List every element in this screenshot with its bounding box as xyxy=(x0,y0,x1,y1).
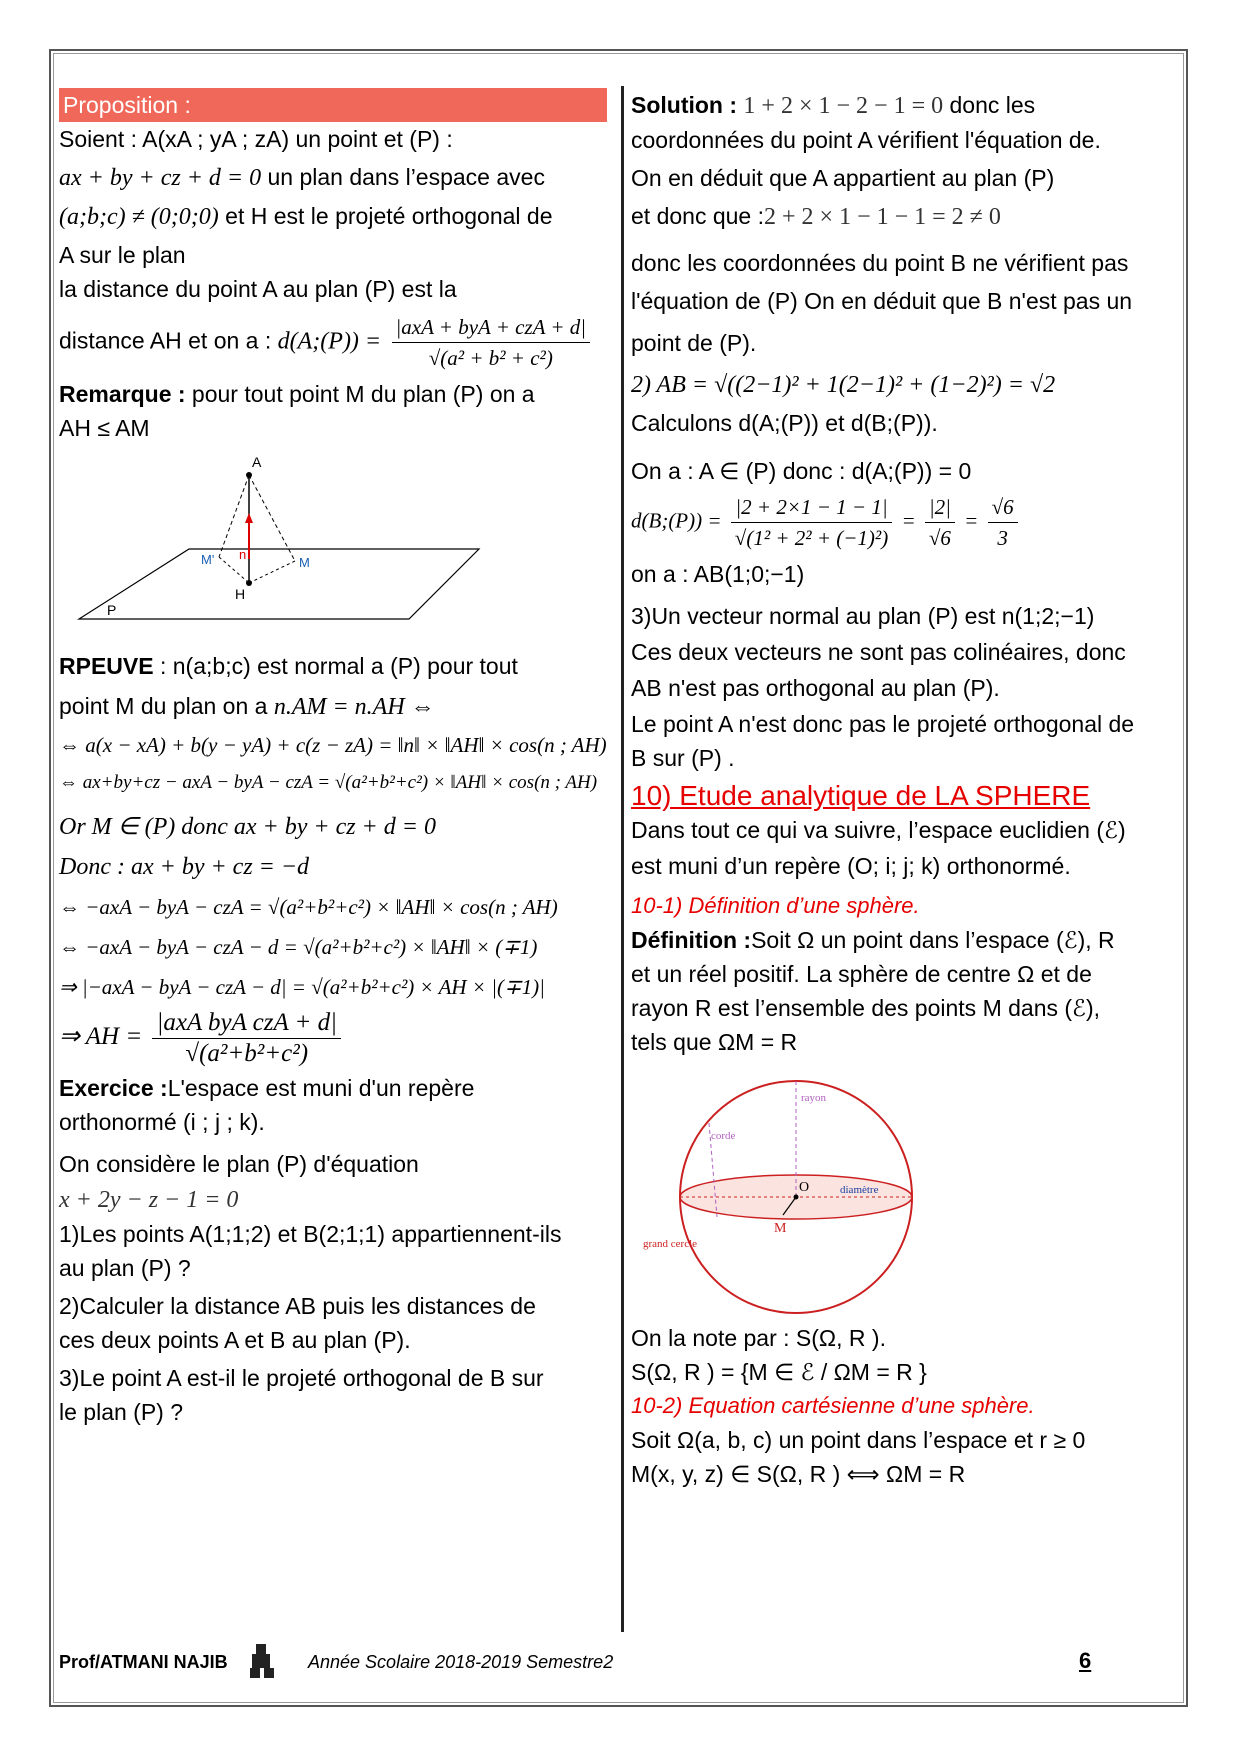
right-column xyxy=(631,88,1183,1491)
ona-line: On a : A ∈ (P) donc : d(A;(P)) = 0 xyxy=(631,458,972,484)
note-line-1: On la note par : S(Ω, R ). xyxy=(631,1325,886,1351)
exercice-line-2: orthonormé (i ; j ; k). xyxy=(59,1109,265,1135)
label-P: P xyxy=(107,602,117,618)
segment-AM xyxy=(249,475,295,561)
label-rayon: rayon xyxy=(801,1092,827,1104)
plan-equation: x + 2y − z − 1 = 0 xyxy=(59,1187,239,1213)
exercice-line-1: Exercice :L'espace est muni d'un repère xyxy=(59,1075,475,1101)
q3-line-2: Ces deux vecteurs ne sont pas colinéaires, donc xyxy=(631,639,1126,665)
proof-or-line: Or M ∈ (P) donc ax + by + cz + d = 0 xyxy=(59,814,436,840)
dB-fraction-3: $\frac{√6}{3}$ xyxy=(988,492,1018,553)
proof-eq-2: ⇔ ax+by+cz − axA − byA − czA = √(a²+b²+c²) × ‖AH‖ × cos(n ; AH) xyxy=(59,772,598,793)
solution-line-1: Solution : 1 + 2 × 1 − 2 − 1 = 0 donc les xyxy=(631,92,1036,119)
proof-eq-6: ⇒ AH = $\frac{\text{|axA byA czA + d|}}{\text{√(a²+b²+c²)}}$ xyxy=(59,1008,615,1069)
section-line-1: Dans tout ce qui va suivre, l’espace euclidien (ℰ) xyxy=(631,817,1126,843)
distance-fraction: $\frac{\text{|axA + byA + czA + d|}}{\text{√(a² + b² + c²)}}$ xyxy=(392,312,591,373)
q3-line-1: 3)Un vecteur normal au plan (P) est n(1;2;−1) xyxy=(631,603,1095,629)
center-O xyxy=(794,1195,799,1200)
prop-line-1: Soient : A(xA ; yA ; zA) un point et (P) : xyxy=(59,126,453,152)
label-Mp: M' xyxy=(201,552,215,567)
label-H: H xyxy=(235,586,246,602)
preuve-line-2: point M du plan on a n.AM = n.AH ⇔ xyxy=(59,693,435,720)
definition-line-4: tels que ΩM = R xyxy=(631,1029,798,1055)
solution-line-6: l'équation de (P) On en déduit que B n'est pas un xyxy=(631,288,1133,314)
q3-line-3: AB n'est pas orthogonal au plan (P). xyxy=(631,675,1000,701)
dB-fraction-2: $\frac{|2|}{√6}$ xyxy=(925,492,955,553)
subsection-1: 10-1) Définition d’une sphère. xyxy=(631,893,920,918)
label-diametre: diamètre xyxy=(840,1184,879,1196)
label-M: M xyxy=(299,555,310,570)
question-2a: 2)Calculer la distance AB puis les distances de xyxy=(59,1293,536,1319)
point-A xyxy=(246,472,252,478)
proof-eq-1: ⇔ a(x − xA) + b(y − yA) + c(z − zA) = ‖n‖ × ‖AH‖ × cos(n ; AH) xyxy=(59,733,607,757)
proof-eq-3: ⇔ −axA − byA − czA = √(a²+b²+c²) × ‖AH‖ × cos(n ; AH) xyxy=(59,895,558,919)
section-line-2: est muni d’un repère (O; i; j; k) orthonormé. xyxy=(631,853,1071,879)
solution-line-4: et donc que :2 + 2 × 1 − 1 − 1 = 2 ≠ 0 xyxy=(631,203,1001,230)
remarque-line: Remarque : pour tout point M du plan (P) on a xyxy=(59,381,535,407)
distance-formula: distance AH et on a : d(A;(P)) = $\frac{\text{|axA + byA + czA + d|}}{\text{√(a² + b² + c²)}}$ xyxy=(59,312,615,373)
section-title: 10) Etude analytique de LA SPHERE xyxy=(631,780,1091,811)
equation-line-2: M(x, y, z) ∈ S(Ω, R ) ⟺ ΩM = R xyxy=(631,1461,966,1487)
segment-AMp xyxy=(219,475,249,557)
sphere-figure xyxy=(631,1067,1183,1319)
preuve-line-1: RPEUVE : n(a;b;c) est normal a (P) pour tout xyxy=(59,653,518,679)
solution-line-3: On en déduit que A appartient au plan (P) xyxy=(631,165,1055,191)
remarque-line-2: AH ≤ AM xyxy=(59,415,150,441)
q3-line-4: Le point A n'est donc pas le projeté orthogonal de xyxy=(631,711,1135,737)
definition-line-1: Définition :Soit Ω un point dans l’espace (ℰ), R xyxy=(631,927,1115,953)
plane-shape xyxy=(79,549,479,619)
label-O: O xyxy=(799,1180,810,1195)
prop-line-5: la distance du point A au plan (P) est la xyxy=(59,276,457,302)
left-column xyxy=(59,88,615,1429)
ab-vector-line: on a : AB(1;0;−1) xyxy=(631,561,805,587)
solution-line-5: donc les coordonnées du point B ne vérifient pas xyxy=(631,250,1129,276)
label-corde: corde xyxy=(711,1130,736,1142)
segment-HM xyxy=(249,561,295,583)
solution-line-2: coordonnées du point A vérifient l'équation de. xyxy=(631,127,1101,153)
footer-author: Prof/ATMANI NAJIB xyxy=(59,1652,228,1672)
question-1b: au plan (P) ? xyxy=(59,1255,191,1281)
label-M: M xyxy=(774,1221,787,1236)
definition-line-2: et un réel positif. La sphère de centre Ω et de xyxy=(631,961,1092,987)
ah-fraction: $\frac{\text{|axA byA czA + d|}}{\text{√(a²+b²+c²)}}$ xyxy=(152,1008,341,1069)
projection-figure xyxy=(59,449,615,639)
prop-line-4: A sur le plan xyxy=(59,242,186,268)
solution-line-7: point de (P). xyxy=(631,330,757,356)
calculons-line: Calculons d(A;(P)) et d(B;(P)). xyxy=(631,410,938,436)
dB-fraction-1: $\frac{|2 + 2\times 1 - 1 - 1|}{\text{√(1² + 2² + (−1)²)}}$ xyxy=(731,492,892,553)
question-3a: 3)Le point A est-il le projeté orthogonal de B sur xyxy=(59,1365,544,1391)
definition-line-3: rayon R est l’ensemble des points M dans (ℰ), xyxy=(631,995,1101,1021)
question-3b: le plan (P) ? xyxy=(59,1399,184,1425)
label-grand-cercle: grand cercle xyxy=(643,1238,698,1250)
column-divider xyxy=(621,86,624,1632)
q3-line-5: B sur (P) . xyxy=(631,745,735,771)
arrow-head xyxy=(245,513,253,523)
question-2b: ces deux points A et B au plan (P). xyxy=(59,1327,411,1353)
question-1a: 1)Les points A(1;1;2) et B(2;1;1) appartiennent-ils xyxy=(59,1221,562,1247)
prop-line-2: ax + by + cz + d = 0 un plan dans l’espace avec xyxy=(59,164,545,191)
proposition-title: Proposition : xyxy=(59,88,607,122)
note-line-2: S(Ω, R ) = {M ∈ ℰ / ΩM = R } xyxy=(631,1359,927,1385)
author-logo-icon xyxy=(246,1640,280,1680)
ab-distance: 2) AB = √((2−1)² + 1(2−1)² + (1−2)²) = √2 xyxy=(631,372,1056,398)
equation-line-1: Soit Ω(a, b, c) un point dans l’espace et r ≥ 0 xyxy=(631,1427,1086,1453)
dB-formula: d(B;(P)) = $\frac{|2 + 2\times 1 - 1 - 1|}{\text{√(1² + 2² + (−1)²)}}$ = $\frac{|2|}{√6}$ = $\frac{√6}{3}$ xyxy=(631,492,1183,553)
point-H xyxy=(246,580,252,586)
prop-line-3: (a;b;c) ≠ (0;0;0) et H est le projeté orthogonal de xyxy=(59,203,553,230)
label-n: n xyxy=(239,547,247,562)
footer-year: Année Scolaire 2018-2019 Semestre2 xyxy=(308,1652,614,1672)
page-number: 6 xyxy=(1079,1648,1092,1673)
proof-eq-5: ⇒ |−axA − byA − czA − d| = √(a²+b²+c²) × AH × |(∓1)| xyxy=(59,975,545,999)
subsection-2: 10-2) Equation cartésienne d’une sphère. xyxy=(631,1393,1035,1418)
plan-line: On considère le plan (P) d'équation xyxy=(59,1151,419,1177)
proof-eq-4: ⇔ −axA − byA − czA − d = √(a²+b²+c²) × ‖AH‖ × (∓1) xyxy=(59,935,538,959)
label-A: A xyxy=(252,454,262,470)
proof-donc-line: Donc : ax + by + cz = −d xyxy=(59,854,310,880)
